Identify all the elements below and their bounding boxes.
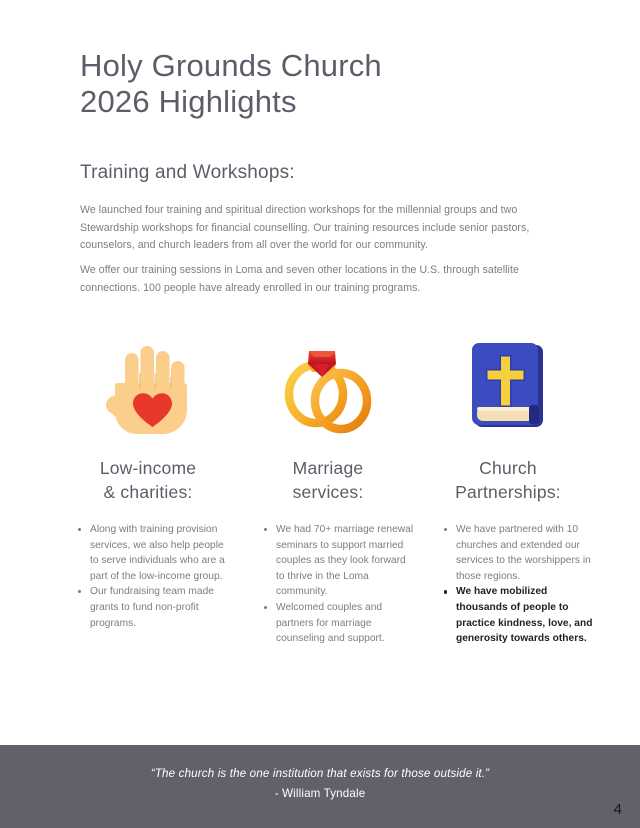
column-title-line-1: Church (479, 458, 537, 478)
column-title-line-1: Marriage (292, 458, 364, 478)
footer-attribution: - William Tyndale (274, 787, 366, 800)
intro-paragraph-2: We offer our training sessions in Loma and seven other locations in the U.S. through satellite connections. 100 people have already enrolled in our training programs. (80, 264, 519, 294)
list-item: We have partnered with 10 churches and extended our services to the worshippers in those regions. (442, 522, 594, 584)
list-item: Welcomed couples and partners for marriage counseling and support. (262, 600, 414, 647)
column-marriage (238, 330, 418, 647)
highlight-columns (58, 330, 598, 647)
column-title-line-2: & charities: (103, 482, 193, 502)
wedding-rings-icon (268, 330, 388, 442)
column-title-line-2: Partnerships: (455, 482, 561, 502)
list-item: We had 70+ marriage renewal seminars to support married couples as they look forward to thrive in the Loma community. (262, 522, 414, 600)
bullet-list-marriage (262, 522, 414, 647)
column-title-church-partnerships (455, 456, 561, 504)
bullet-list-church-partnerships (442, 522, 594, 647)
page-title (80, 48, 550, 120)
section-heading: Training and Workshops: (80, 162, 295, 183)
title-line-2: 2026 Highlights (80, 84, 297, 119)
footer-bar (0, 745, 640, 828)
column-title-line-1: Low-income (99, 458, 197, 478)
bible-icon (448, 330, 568, 442)
column-title-marriage (293, 456, 364, 504)
footer-quote: “The church is the one institution that exists for those outside it.” (150, 767, 490, 780)
column-title-line-2: services: (292, 482, 364, 502)
column-church-partnerships (418, 330, 598, 647)
list-item: Our fundraising team made grants to fund non-profit programs. (76, 584, 228, 631)
page-number: 4 (613, 801, 622, 818)
list-item: Along with training provision services, we also help people to serve individuals who are a part of the low-income group. (76, 522, 228, 584)
hand-with-heart-icon (88, 330, 208, 442)
column-low-income (58, 330, 238, 647)
column-title-low-income (100, 456, 196, 504)
list-item: We have mobilized thousands of people to practice kindness, love, and generosity towards others. (442, 584, 594, 646)
intro-paragraph-1: We launched four training and spiritual direction workshops for the millennial groups and two Stewardship workshops for financial counselling. Our training resources include senior pastors, counselors, and church leaders from all over the world for our community. (80, 204, 530, 252)
bullet-list-low-income (76, 522, 228, 631)
title-line-1: Holy Grounds Church (80, 48, 382, 83)
